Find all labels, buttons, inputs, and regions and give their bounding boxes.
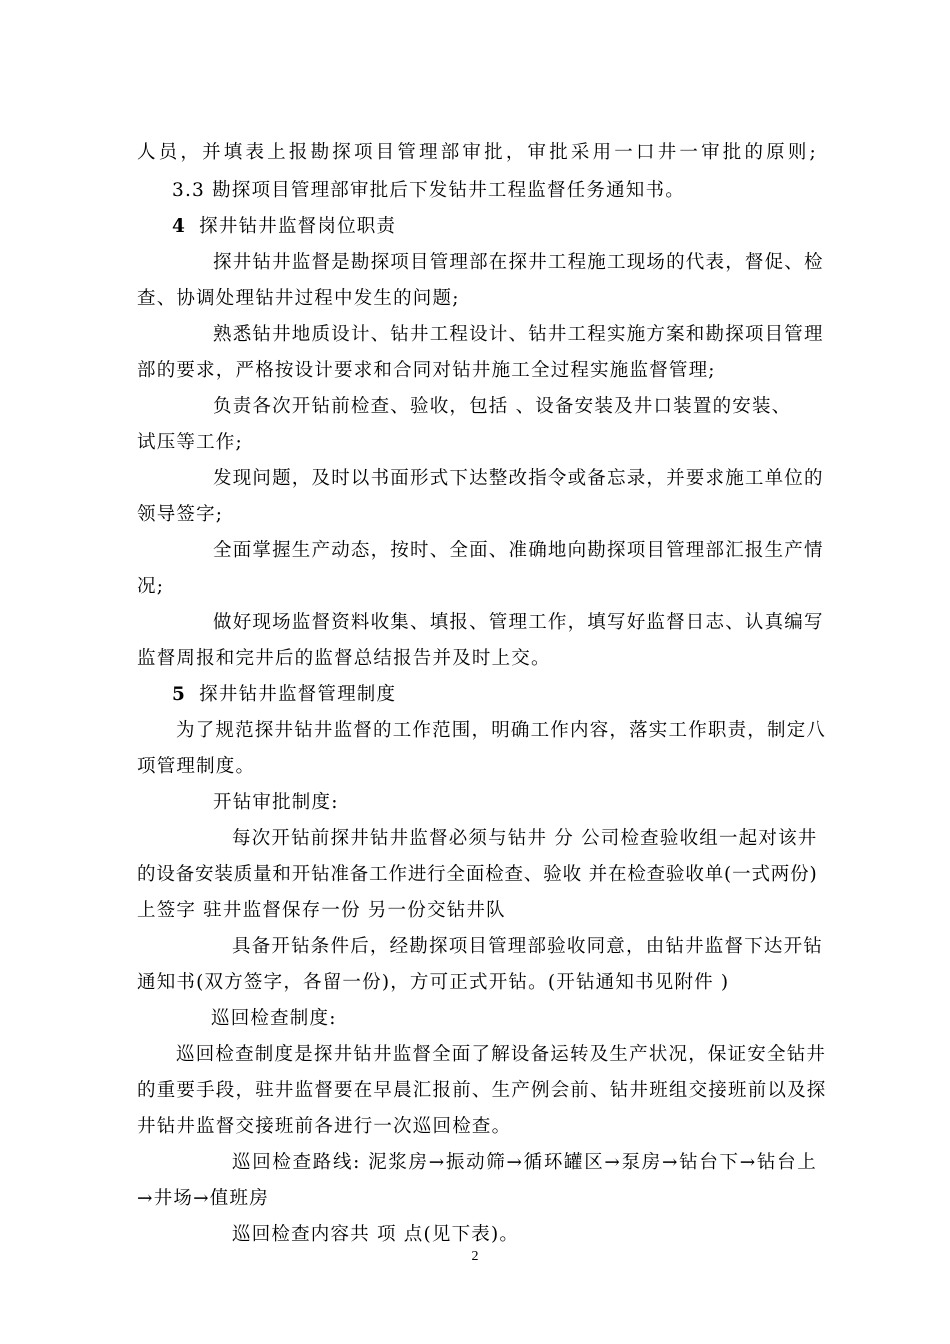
text-line: 项管理制度。	[137, 756, 256, 777]
text-line: 况;	[137, 576, 165, 597]
text-line: 发现问题，及时以书面形式下达整改指令或备忘录，并要求施工单位的	[213, 468, 824, 489]
text-line: 试压等工作;	[137, 432, 243, 453]
section-title: 探井钻井监督管理制度	[199, 684, 397, 705]
section-heading: 3.3 勘探项目管理部审批后下发钻井工程监督任务通知书。	[172, 180, 685, 201]
text-line: 巡回检查制度是探井钻井监督全面了解设备运转及生产状况，保证安全钻井	[176, 1044, 827, 1065]
text-line: 探井钻井监督是勘探项目管理部在探井工程施工现场的代表，督促、检	[213, 252, 824, 273]
text-line: 具备开钻条件后，经勘探项目管理部验收同意，由钻井监督下达开钻	[232, 936, 824, 957]
section-title: 探井钻井监督岗位职责	[199, 216, 397, 237]
subsection-heading: 开钻审批制度:	[213, 792, 339, 813]
page-number: 2	[471, 1249, 479, 1264]
text-line: 每次开钻前探井钻井监督必须与钻井 分 公司检查验收组一起对该井	[232, 828, 818, 849]
text-line: 通知书(双方签字，各留一份)，方可正式开钻。(开钻通知书见附件 )	[137, 972, 730, 993]
text-line: 的设备安装质量和开钻准备工作进行全面检查、验收 并在检查验收单(一式两份)	[137, 864, 817, 885]
section-heading	[172, 683, 572, 707]
text-line: →井场→值班房	[137, 1188, 269, 1209]
text-line: 全面掌握生产动态，按时、全面、准确地向勘探项目管理部汇报生产情	[213, 540, 824, 561]
text-line: 熟悉钻井地质设计、钻井工程设计、钻井工程实施方案和勘探项目管理	[213, 324, 824, 345]
text-line: 负责各次开钻前检查、验收，包括 、设备安装及井口装置的安装、	[213, 396, 792, 417]
text-line: 的重要手段，驻井监督要在早晨汇报前、生产例会前、钻井班组交接班前以及探	[137, 1080, 827, 1101]
text-line: 领导签字;	[137, 504, 224, 525]
section-heading	[172, 215, 572, 239]
text-line: 监督周报和完井后的监督总结报告并及时上交。	[137, 648, 551, 669]
subsection-heading: 巡回检查制度:	[211, 1008, 337, 1029]
text-line: 人员，并填表上报勘探项目管理部审批，审批采用一口井一审批的原则;	[137, 142, 817, 163]
section-number: 4	[172, 216, 187, 237]
text-line: 做好现场监督资料收集、填报、管理工作，填写好监督日志、认真编写	[213, 612, 824, 633]
text-line: 部的要求，严格按设计要求和合同对钻井施工全过程实施监督管理;	[137, 360, 716, 381]
text-line: 巡回检查内容共 项 点(见下表)。	[232, 1224, 520, 1245]
text-line: 上签字 驻井监督保存一份 另一份交钻井队	[137, 900, 506, 921]
text-line: 巡回检查路线: 泥浆房→振动筛→循环罐区→泵房→钻台下→钻台上	[232, 1152, 817, 1173]
section-number: 5	[172, 684, 187, 705]
text-line: 为了规范探井钻井监督的工作范围，明确工作内容，落实工作职责，制定八	[176, 720, 827, 741]
text-line: 井钻井监督交接班前各进行一次巡回检查。	[137, 1116, 512, 1137]
text-line: 查、协调处理钻井过程中发生的问题;	[137, 288, 460, 309]
